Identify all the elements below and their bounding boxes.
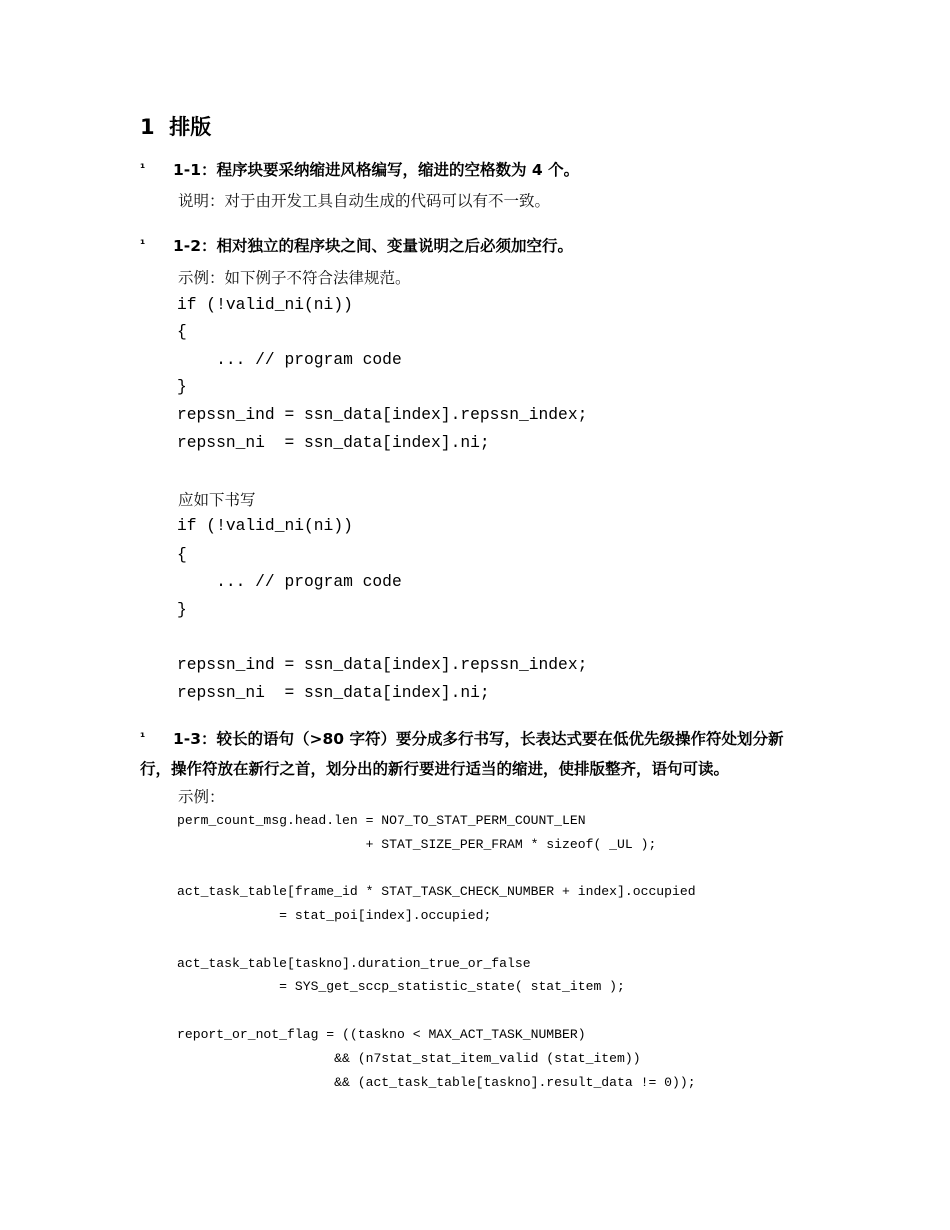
rule-1-3-title-line1: 1-3：较长的语句（>80 字符）要分成多行书写，长表达式要在低优先级操作符处划分新 [173, 730, 784, 748]
code-line: repssn_ni = ssn_data[index].ni; [177, 433, 490, 452]
bullet-icon: ¹ [140, 237, 146, 251]
bullet-icon: ¹ [140, 730, 146, 744]
bullet-icon: ¹ [140, 161, 146, 175]
section-title: 排版 [169, 115, 212, 139]
code-line: + STAT_SIZE_PER_FRAM * sizeof( _UL ); [177, 837, 657, 852]
code-line: perm_count_msg.head.len = NO7_TO_STAT_PERM_COUNT_LEN [177, 813, 586, 828]
code-line: } [177, 600, 187, 619]
code-line: if (!valid_ni(ni)) [177, 295, 353, 314]
code-line: repssn_ind = ssn_data[index].repssn_index; [177, 405, 588, 424]
rule-1-1-note: 说明：对于由开发工具自动生成的代码可以有不一致。 [178, 192, 551, 210]
rule-1-2-bad-label: 示例：如下例子不符合法律规范。 [178, 269, 411, 287]
code-line: && (act_task_table[taskno].result_data != 0)); [177, 1075, 696, 1090]
section-heading [140, 114, 211, 140]
code-line: if (!valid_ni(ni)) [177, 516, 353, 535]
rule-1-2-good-label: 应如下书写 [178, 491, 256, 509]
code-line: repssn_ni = ssn_data[index].ni; [177, 683, 490, 702]
code-line: ... // program code [177, 350, 402, 369]
code-line: = stat_poi[index].occupied; [177, 908, 492, 923]
code-line: = SYS_get_sccp_statistic_state( stat_item ); [177, 979, 625, 994]
code-line: act_task_table[frame_id * STAT_TASK_CHECK_NUMBER + index].occupied [177, 884, 696, 899]
code-line: { [177, 322, 187, 341]
code-line: repssn_ind = ssn_data[index].repssn_index; [177, 655, 588, 674]
code-line: } [177, 377, 187, 396]
code-line: ... // program code [177, 572, 402, 591]
code-line: && (n7stat_stat_item_valid (stat_item)) [177, 1051, 641, 1066]
rule-1-2-title: 1-2：相对独立的程序块之间、变量说明之后必须加空行。 [173, 237, 574, 255]
section-number: 1 [140, 115, 155, 139]
rule-1-3-example-label: 示例： [178, 788, 225, 806]
rule-1-3-title-line2: 行，操作符放在新行之首，划分出的新行要进行适当的缩进，使排版整齐，语句可读。 [140, 760, 730, 778]
code-line: { [177, 545, 187, 564]
rule-1-1-title: 1-1：程序块要采纳缩进风格编写，缩进的空格数为 4 个。 [173, 161, 580, 179]
code-line: report_or_not_flag = ((taskno < MAX_ACT_TASK_NUMBER) [177, 1027, 586, 1042]
code-line: act_task_table[taskno].duration_true_or_false [177, 956, 531, 971]
